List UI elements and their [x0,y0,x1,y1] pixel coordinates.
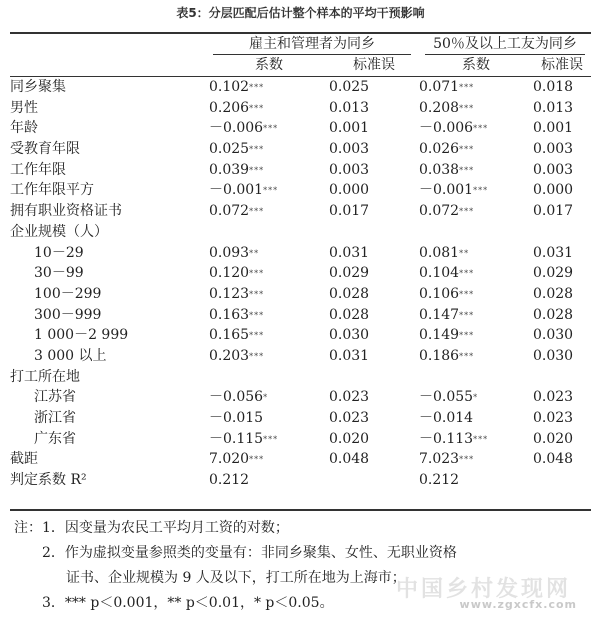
subheader-coef-2: 系数 [462,57,490,74]
significance-stars: *** [249,83,265,93]
row-label [10,387,209,408]
row-label [10,366,209,387]
coef-cell-1-value: 0.165 [209,327,250,344]
se-cell-1 [329,304,419,325]
coef-cell-1 [209,366,329,387]
coef-cell-2 [419,118,533,139]
table-row [10,366,591,387]
row-label-value: 企业规模（人） [10,223,108,240]
sub-header-row [10,55,591,76]
se-cell-1-value: 0.001 [329,120,370,137]
coef-cell-2-value: －0.006 [419,120,474,137]
table-row [10,222,591,243]
coef-cell-1 [209,304,329,325]
se-cell-1-value: 0.025 [329,79,370,96]
results-table [10,34,591,490]
significance-stars: *** [249,289,265,299]
coef-cell-1-value: 0.163 [209,306,250,323]
coef-cell-2 [419,180,533,201]
coef-cell-1-value: －0.056 [209,389,264,406]
row-label [10,76,209,97]
significance-stars: *** [459,351,475,361]
se-cell-1 [329,76,419,97]
se-cell-2 [533,304,591,325]
row-label [10,180,209,201]
coef-cell-1-value: 0.072 [209,203,250,220]
row-label [10,284,209,305]
se-cell-1 [329,449,419,470]
significance-stars: *** [459,145,475,155]
se-cell-2-value: 0.028 [533,285,574,302]
row-label [10,97,209,118]
coef-cell-1 [209,408,329,429]
se-cell-1 [329,408,419,429]
se-cell-2 [533,97,591,118]
se-cell-2 [533,242,591,263]
significance-stars: *** [459,207,475,217]
coef-cell-2-value: 0.038 [419,161,460,178]
coef-cell-1-value: 0.039 [209,161,250,178]
se-cell-1 [329,387,419,408]
se-cell-1-value: 0.020 [329,430,370,447]
coef-cell-1-value: 0.212 [209,472,250,489]
significance-stars: *** [249,103,265,113]
subheader-coef-1: 系数 [255,57,283,74]
coef-cell-2-value: 0.081 [419,244,460,261]
coef-cell-1-value: 0.206 [209,99,250,116]
coef-cell-2-value: 7.023 [419,451,460,468]
se-cell-1 [329,242,419,263]
group-label-coworkers: 50％及以上工友为同乡 [425,34,585,55]
row-label-value: 广东省 [34,430,76,447]
coef-cell-1 [209,97,329,118]
table-row [10,201,591,222]
coef-cell-1 [209,346,329,367]
row-label [10,263,209,284]
group-header-row [10,34,591,55]
row-label-value: 同乡聚集 [10,79,66,96]
coef-cell-1 [209,449,329,470]
coef-cell-2 [419,222,533,243]
row-label-value: 300－999 [34,306,102,323]
row-label-value: 100－299 [34,285,102,302]
se-cell-1 [329,159,419,180]
coef-cell-2 [419,159,533,180]
coef-cell-2 [419,263,533,284]
se-cell-1-value: 0.048 [329,451,370,468]
coef-cell-2-value: －0.113 [419,430,474,447]
significance-stars: *** [459,269,475,279]
table-row [10,180,591,201]
se-cell-2-value: 0.030 [533,347,574,364]
row-label-value: 江苏省 [34,389,76,406]
se-cell-1-value: 0.028 [329,306,370,323]
se-cell-1-value: 0.013 [329,99,370,116]
se-cell-1 [329,284,419,305]
coef-cell-2-value: 0.104 [419,265,460,282]
coef-cell-1 [209,222,329,243]
bottom-rule [10,509,591,511]
se-cell-2-value: 0.023 [533,410,574,427]
row-label-value: 工作年限 [10,161,66,178]
coef-cell-2 [419,387,533,408]
se-cell-1-value: 0.030 [329,327,370,344]
significance-stars: *** [459,165,475,175]
watermark-url: www.zgxcfx.com [459,598,577,611]
se-cell-1 [329,180,419,201]
row-label-value: 工作年限平方 [10,182,94,199]
se-cell-2 [533,139,591,160]
se-cell-2 [533,428,591,449]
se-cell-2 [533,449,591,470]
coef-cell-2-value: 0.208 [419,99,460,116]
row-label-value: 打工所在地 [10,368,80,385]
se-cell-2-value: 0.028 [533,306,574,323]
coef-cell-2-value: 0.149 [419,327,460,344]
se-cell-2 [533,366,591,387]
se-cell-1 [329,428,419,449]
coef-cell-2 [419,408,533,429]
watermark-logo-text: 中国乡村发现网 [395,577,571,602]
significance-stars: *** [263,434,279,444]
se-cell-2-value: 0.018 [533,79,574,96]
se-cell-1 [329,346,419,367]
row-label [10,325,209,346]
coef-cell-2-value: 0.072 [419,203,460,220]
row-label-value: 浙江省 [34,410,76,427]
coef-cell-2 [419,428,533,449]
se-cell-2 [533,76,591,97]
coef-cell-2-value: 0.147 [419,306,460,323]
se-cell-2 [533,346,591,367]
se-cell-1 [329,139,419,160]
coef-cell-2-value: 0.026 [419,141,460,158]
se-cell-1 [329,97,419,118]
se-cell-2 [533,263,591,284]
coef-cell-2-value: －0.001 [419,182,474,199]
table-row [10,242,591,263]
stub-header [10,34,209,55]
significance-stars: *** [459,83,475,93]
coef-cell-1 [209,201,329,222]
significance-stars: ** [249,248,260,258]
coef-cell-2-value: －0.014 [419,410,474,427]
significance-stars: *** [473,186,489,196]
coef-cell-1-value: －0.115 [209,430,264,447]
significance-stars: *** [473,124,489,134]
row-label-value: 拥有职业资格证书 [10,203,122,220]
table-row [10,325,591,346]
coef-cell-1 [209,76,329,97]
coef-cell-1-value: 0.093 [209,244,250,261]
coef-cell-1 [209,284,329,305]
se-cell-2-value: 0.000 [533,182,574,199]
row-label [10,304,209,325]
coef-cell-2-value: 0.106 [419,285,460,302]
se-cell-1-value: 0.029 [329,265,370,282]
se-cell-2 [533,159,591,180]
se-cell-2-value: 0.048 [533,451,574,468]
table-row [10,76,591,97]
se-cell-2-value: 0.001 [533,120,574,137]
significance-stars: *** [459,103,475,113]
se-cell-2-value: 0.029 [533,265,574,282]
significance-stars: * [473,393,479,403]
coef-cell-1-value: 0.123 [209,285,250,302]
coef-cell-1 [209,242,329,263]
significance-stars: *** [249,331,265,341]
coef-cell-2 [419,201,533,222]
table-row [10,139,591,160]
coef-cell-1-value: 0.203 [209,347,250,364]
row-label [10,118,209,139]
significance-stars: *** [249,207,265,217]
row-label [10,159,209,180]
coef-cell-2 [419,76,533,97]
coef-cell-1 [209,180,329,201]
se-cell-2-value: 0.031 [533,244,574,261]
table-row [10,346,591,367]
row-label-value: 年龄 [10,120,38,137]
se-cell-1-value: 0.003 [329,161,370,178]
coef-cell-1 [209,428,329,449]
row-label-value: 30－99 [34,265,84,282]
se-cell-1 [329,325,419,346]
coef-cell-2 [419,325,533,346]
row-label-value: 3 000 以上 [34,347,107,364]
se-cell-2 [533,408,591,429]
table-row [10,159,591,180]
table-row [10,118,591,139]
table-row [10,304,591,325]
se-cell-2 [533,325,591,346]
se-cell-1 [329,222,419,243]
note-2-cont: 证书、企业规模为 9 人及以下，打工所在地为上海市； [66,570,406,586]
coef-cell-2 [419,346,533,367]
se-cell-1 [329,366,419,387]
row-label [10,242,209,263]
subheader-se-2: 标准误 [541,57,583,74]
coef-cell-2 [419,97,533,118]
se-cell-2-value: 0.013 [533,99,574,116]
coef-cell-2 [419,242,533,263]
significance-stars: *** [263,124,279,134]
row-label-value: 判定系数 R² [10,472,87,489]
se-cell-2 [533,222,591,243]
row-label-value: 1 000－2 999 [34,327,129,344]
coef-cell-1-value: 0.102 [209,79,250,96]
se-cell-1-value: 0.028 [329,285,370,302]
coef-cell-2 [419,139,533,160]
table-row [10,97,591,118]
se-cell-2-value: 0.003 [533,141,574,158]
row-label-value: 截距 [10,451,38,468]
significance-stars: ** [459,248,470,258]
significance-stars: *** [249,351,265,361]
se-cell-2-value: 0.003 [533,161,574,178]
se-cell-2-value: 0.030 [533,327,574,344]
se-cell-2 [533,201,591,222]
group-header-employer [209,34,419,55]
coef-cell-1 [209,118,329,139]
note-1: 注：1．因变量为农民工平均月工资的对数； [14,520,289,536]
se-cell-1 [329,201,419,222]
table-row [10,408,591,429]
coef-cell-1 [209,387,329,408]
se-cell-1 [329,263,419,284]
coef-cell-1 [209,263,329,284]
se-cell-2 [533,180,591,201]
note-2: 2．作为虚拟变量参照类的变量有：非同乡聚集、女性、无职业资格 [42,545,457,561]
se-cell-2-value: 0.020 [533,430,574,447]
coef-cell-1-value: 7.020 [209,451,250,468]
significance-stars: *** [459,455,475,465]
row-label-value: 10－29 [34,244,84,261]
coef-cell-2-value: 0.186 [419,347,460,364]
row-label [10,346,209,367]
coef-cell-2 [419,284,533,305]
significance-stars: *** [249,145,265,155]
row-label [10,449,209,470]
significance-stars: *** [249,310,265,320]
coef-cell-1-value: －0.001 [209,182,264,199]
se-cell-2-value: 0.023 [533,389,574,406]
se-cell-1-value: 0.031 [329,244,370,261]
coef-cell-2 [419,304,533,325]
significance-stars: *** [459,331,475,341]
group-label-employer: 雇主和管理者为同乡 [213,34,411,55]
table-row [10,449,591,470]
coef-cell-1 [209,139,329,160]
coef-cell-2-value: 0.071 [419,79,460,96]
coef-cell-1-value: 0.120 [209,265,250,282]
table-row [10,470,591,491]
row-label [10,139,209,160]
se-cell-1 [329,470,419,491]
group-header-coworkers [419,34,591,55]
coef-cell-2-value: 0.212 [419,472,460,489]
significance-stars: *** [459,289,475,299]
se-cell-1-value: 0.023 [329,389,370,406]
se-cell-1-value: 0.003 [329,141,370,158]
se-cell-2 [533,470,591,491]
significance-stars: *** [249,455,265,465]
significance-stars: *** [249,269,265,279]
se-cell-1-value: 0.000 [329,182,370,199]
coef-cell-1-value: 0.025 [209,141,250,158]
table-row [10,284,591,305]
se-cell-1-value: 0.023 [329,410,370,427]
se-cell-2 [533,284,591,305]
row-label-value: 受教育年限 [10,141,80,158]
row-label-value: 男性 [10,99,38,116]
row-label [10,222,209,243]
significance-stars: * [263,393,269,403]
se-cell-2 [533,118,591,139]
se-cell-1-value: 0.031 [329,347,370,364]
note-3: 3．*** p＜0.001，** p＜0.01，* p＜0.05。 [42,595,334,611]
table-row [10,387,591,408]
row-label [10,428,209,449]
se-cell-2 [533,387,591,408]
coef-cell-2 [419,366,533,387]
table-title: 表5：分层匹配后估计整个样本的平均干预影响 [176,6,425,20]
coef-cell-1-value: －0.006 [209,120,264,137]
coef-cell-1 [209,325,329,346]
coef-cell-2 [419,470,533,491]
coef-cell-1 [209,159,329,180]
significance-stars: *** [459,310,475,320]
significance-stars: *** [249,165,265,175]
table-row [10,263,591,284]
significance-stars: *** [473,434,489,444]
row-label [10,470,209,491]
coef-cell-1-value: －0.015 [209,410,264,427]
row-label [10,201,209,222]
se-cell-1 [329,118,419,139]
significance-stars: *** [263,186,279,196]
table-row [10,428,591,449]
subheader-se-1: 标准误 [353,57,395,74]
se-cell-2-value: 0.017 [533,203,574,220]
se-cell-1-value: 0.017 [329,203,370,220]
row-label [10,408,209,429]
coef-cell-1 [209,470,329,491]
coef-cell-2 [419,449,533,470]
coef-cell-2-value: －0.055 [419,389,474,406]
